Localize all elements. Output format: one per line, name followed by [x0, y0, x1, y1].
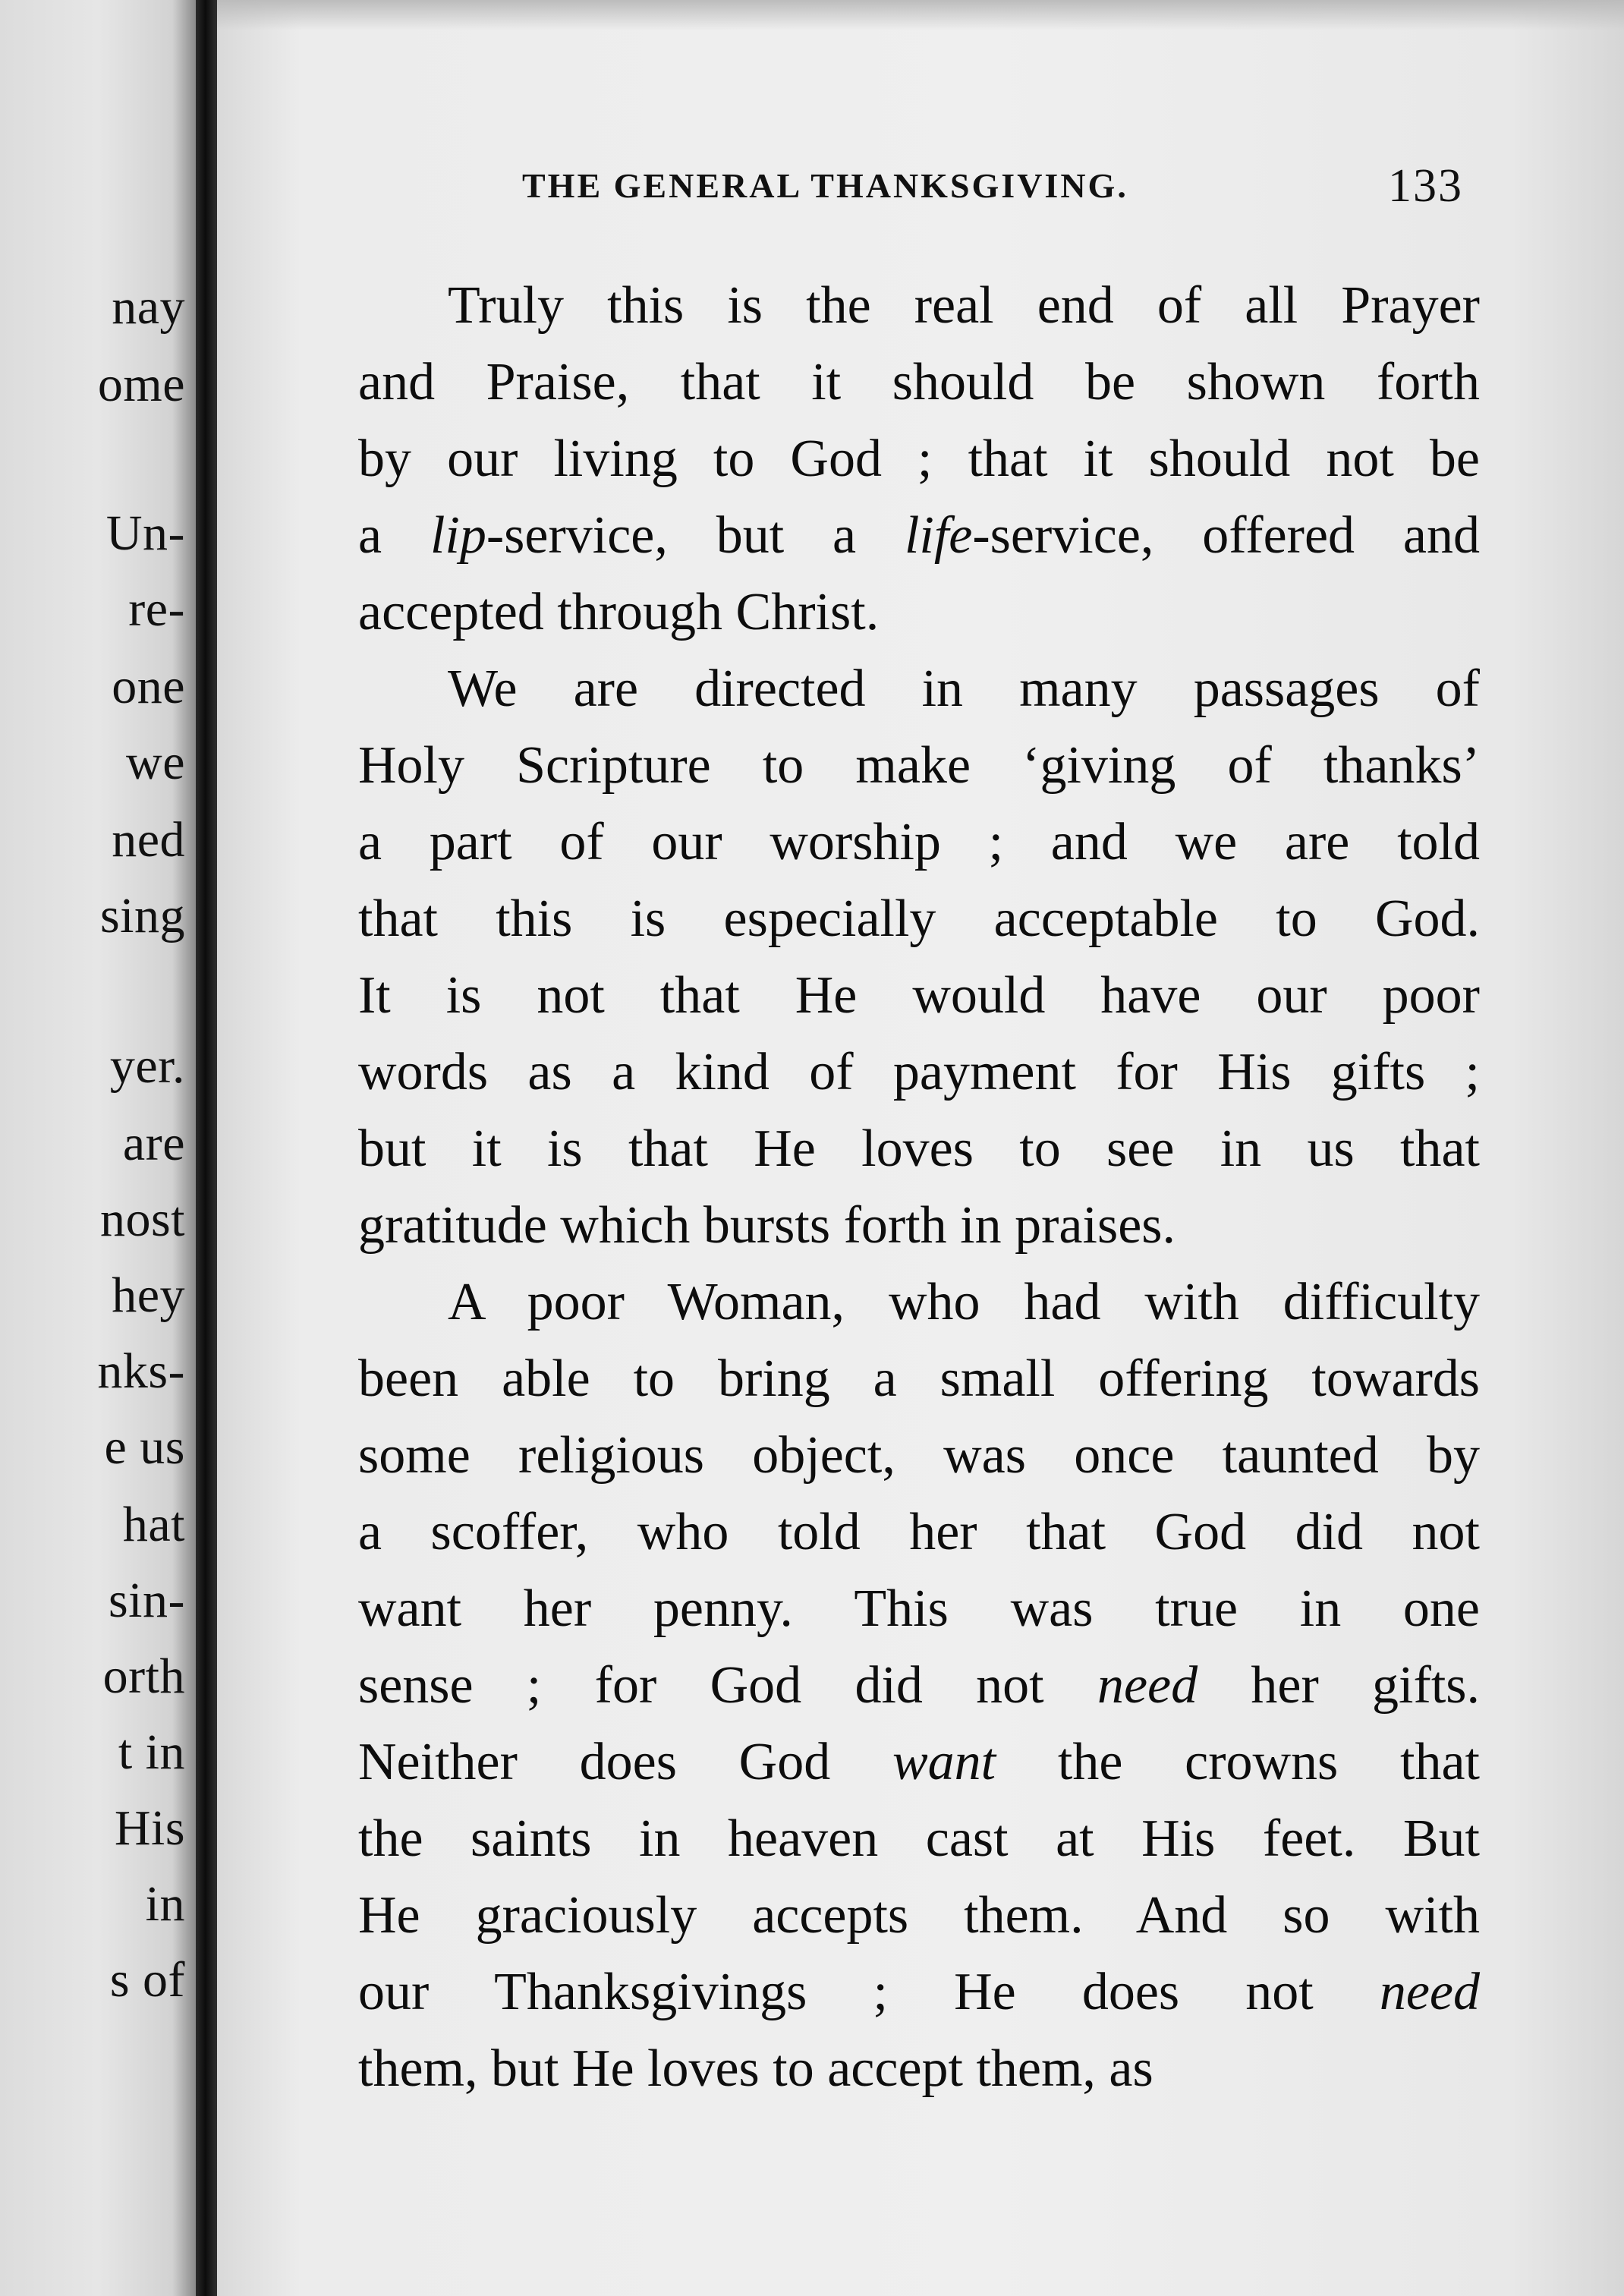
facing-page-fragment: in	[145, 1876, 185, 1932]
facing-page-left	[0, 0, 196, 2296]
facing-page-fragment: nost	[99, 1192, 185, 1247]
facing-page-fragment: sin-	[109, 1573, 185, 1628]
facing-page-fragment: hey	[112, 1268, 185, 1323]
facing-page-fragment: s of	[109, 1952, 185, 2008]
paragraph	[358, 1264, 1480, 2107]
text-run: He graciously accepts them. And so with	[358, 1886, 1480, 1945]
text-line	[358, 2030, 1480, 2107]
text-run: the crowns that	[996, 1733, 1480, 1791]
text-line	[358, 1724, 1480, 1800]
text-run: We are directed in many passages of	[448, 660, 1480, 718]
text-run: -service, but a	[486, 506, 905, 565]
italic-emphasis: life	[904, 506, 973, 565]
text-line	[358, 1187, 1480, 1264]
text-run: sense ; for God did not	[358, 1656, 1097, 1715]
body-text	[358, 267, 1480, 2107]
running-head	[522, 159, 1463, 213]
text-run: her gifts.	[1198, 1656, 1481, 1715]
page-number: 133	[1388, 160, 1463, 212]
text-run: want her penny. This was true in one	[358, 1579, 1480, 1638]
facing-page-fragment: are	[122, 1116, 185, 1171]
text-run: A poor Woman, who had with difficulty	[448, 1273, 1480, 1331]
facing-page-fragment: one	[112, 659, 185, 714]
text-line	[358, 1034, 1480, 1110]
text-run: and Praise, that it should be shown forth	[358, 353, 1480, 411]
text-line	[358, 727, 1480, 804]
text-line	[358, 574, 1480, 650]
facing-page-fragment: e us	[104, 1419, 185, 1475]
text-run: but it is that He loves to see in us that	[358, 1120, 1480, 1178]
text-line	[358, 1340, 1480, 1417]
facing-page-fragment: we	[126, 735, 185, 790]
text-line	[358, 1264, 1480, 1340]
text-run: been able to bring a small offering towards	[358, 1350, 1480, 1408]
text-line	[358, 420, 1480, 497]
text-line	[358, 1800, 1480, 1877]
text-run: words as a kind of payment for His gifts ;	[358, 1043, 1480, 1101]
italic-emphasis: lip	[430, 506, 486, 565]
text-line	[358, 1110, 1480, 1187]
facing-page-fragment: Un-	[105, 505, 185, 561]
text-run: a part of our worship ; and we are told	[358, 813, 1480, 871]
facing-page-fragment: sing	[99, 888, 185, 943]
text-run: that this is especially acceptable to God.	[358, 890, 1480, 948]
text-line	[358, 497, 1480, 574]
text-run: some religious object, was once taunted by	[358, 1426, 1480, 1485]
text-line	[358, 1954, 1480, 2030]
text-run: a	[358, 506, 430, 565]
text-line	[358, 1417, 1480, 1494]
facing-page-fragment: yer.	[109, 1038, 185, 1094]
facing-page-fragment: re-	[128, 581, 185, 637]
text-line	[358, 804, 1480, 880]
italic-emphasis: need	[1379, 1963, 1480, 2021]
facing-page-fragment: ome	[97, 357, 185, 412]
page-133	[217, 0, 1624, 2296]
text-run: gratitude which bursts forth in praises.	[358, 1196, 1176, 1255]
facing-page-fragment: t in	[118, 1724, 185, 1780]
facing-page-fragment: ned	[112, 812, 185, 868]
facing-page-fragment: nay	[112, 279, 185, 335]
book-gutter	[196, 0, 217, 2296]
text-line	[358, 267, 1480, 344]
text-run: our Thanksgivings ; He does not	[358, 1963, 1380, 2021]
text-run: by our living to God ; that it should not be	[358, 430, 1480, 488]
text-run: Neither does God	[358, 1733, 892, 1791]
text-line	[358, 1570, 1480, 1647]
italic-emphasis: need	[1097, 1656, 1198, 1715]
facing-page-fragment: orth	[102, 1649, 185, 1704]
text-line	[358, 957, 1480, 1034]
paragraph	[358, 650, 1480, 1264]
facing-page-fragment: His	[114, 1800, 185, 1856]
text-run: Truly this is the real end of all Prayer	[448, 276, 1480, 335]
text-run: a scoffer, who told her that God did not	[358, 1503, 1480, 1561]
text-run: Holy Scripture to make ‘giving of thanks’	[358, 736, 1480, 795]
text-line	[358, 1647, 1480, 1724]
facing-page-fragment: hat	[122, 1497, 185, 1552]
text-line	[358, 650, 1480, 727]
facing-page-fragment: nks-	[97, 1343, 185, 1399]
text-run: accepted through Christ.	[358, 583, 880, 641]
running-head-title: THE GENERAL THANKSGIVING.	[522, 166, 1128, 205]
italic-emphasis: want	[892, 1733, 996, 1791]
paragraph	[358, 267, 1480, 650]
text-line	[358, 1494, 1480, 1570]
text-run: It is not that He would have our poor	[358, 966, 1480, 1025]
text-line	[358, 880, 1480, 957]
text-line	[358, 1877, 1480, 1954]
text-run: them, but He loves to accept them, as	[358, 2039, 1153, 2098]
text-line	[358, 344, 1480, 420]
text-run: the saints in heaven cast at His feet. But	[358, 1809, 1480, 1868]
text-run: -service, offered and	[972, 506, 1480, 565]
